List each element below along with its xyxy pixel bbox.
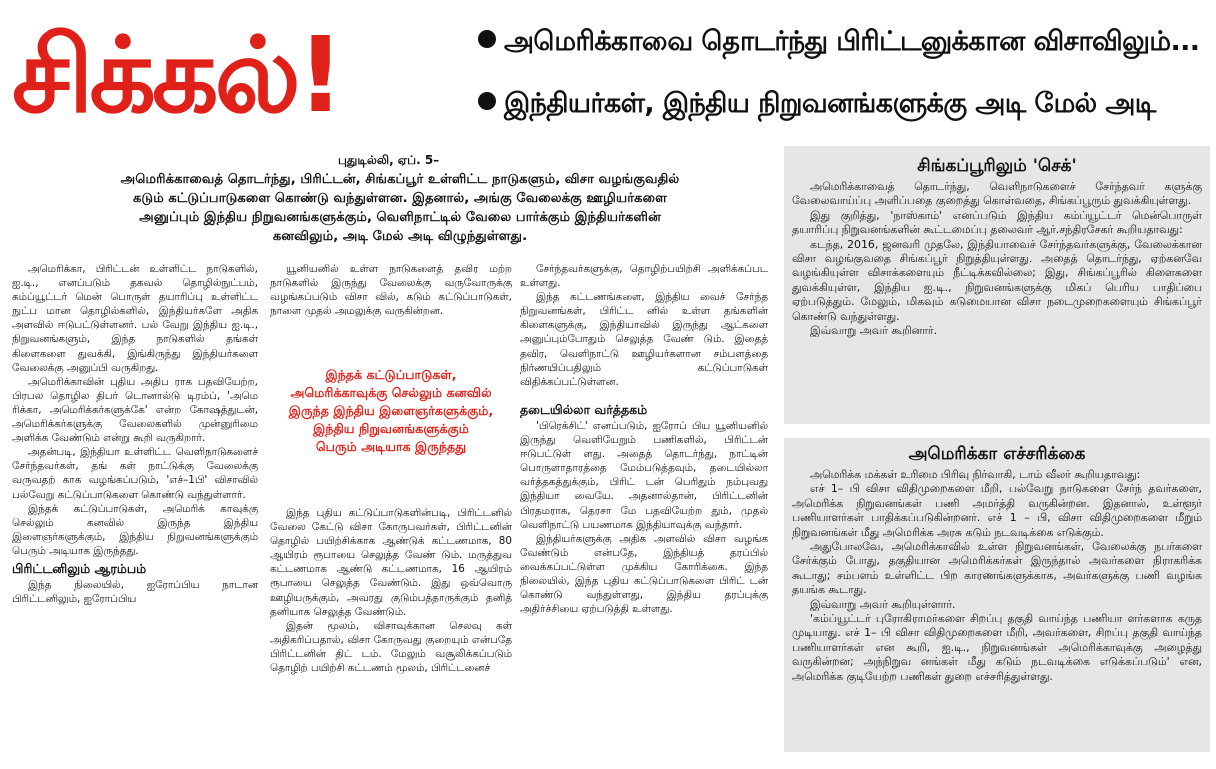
bullet-icon (478, 30, 496, 48)
intro-line: அனுப்பும் இந்திய நிறுவனங்களுக்கும், வெளிநாட்டில் வேலை பார்க்கும் இந்தியர்களின் (139, 210, 661, 225)
sidebar-title: சிங்கப்பூரிலும் 'செக்' (917, 156, 1077, 176)
article-paragraph: இந்த நிலையில், ஐரோப்பிய நாடான பிரிட்டனிலும், ஐரோப்பிய (12, 579, 258, 606)
sidebar-paragraph: அதுபோலவே, அமெரிக்காவில் உள்ள நிறுவனங்கள், வேலைக்கு நபர்களை சேர்க்கும் போது, தகுதியான அமெரிக்கர்கள் இருந்தால் அவர்களை நிராகரிக்க கூடாது; சம்பளம் உள்ளிட்ட பிற காரணங்களுக்காக, அவர்களுக்கு பணி வழங்க தயங்க கூடாது. (792, 540, 1202, 597)
sidebar-paragraph: கடந்த, 2016, ஜனவரி முதலே, இந்தியாவைச் சேர்ந்தவர்களுக்கு, வேலைக்கான விசா வழங்குவதை சிங்கப்பூர் நிறுத்தியுள்ளது. அதைத் தொடர்ந்து, ஏற்கனவே வழங்கியுள்ள விசாக்களையும் நீட்டிக்கவில்லை; இது, சிங்கப்பூரில் கிளைகளை துவக்கியுள்ள, இந்திய ஐ.டி., நிறுவனங்களுக்கு மிகப் பெரிய பாதிப்பை ஏற்படுத்தும். மேலும், மிகவும் கடுமையான விசா நடைமுறைகளையும் சிங்கப்பூர் கொண்டு வந்துள்ளது. (792, 237, 1202, 323)
sidebar-paragraph: 'கம்ப்யூட்டர் புரோகிராமர்களை சிறப்பு தகுதி வாய்ந்த பணியா ளர்களாக கருத முடியாது. எச் 1– பி விசா விதிமுறைகளை மீறி, அவர்களை, சிறப்பு தகுதி வாய்ந்த பணியாளர்கள் என கூறி, ஐ.டி., நிறுவனங்கள் அமெரிக்காவுக்கு அழைத்து வருகின்றன; அந்நிறுவ னங்கள் மீது கடும் நடவடிக்கை எடுக்கப்படும்' என, அமெரிக்க குடியேற்ற பணிகள் துறை எச்சரித்துள்ளது. (792, 612, 1202, 683)
sidebar-box-singapore (784, 146, 1210, 424)
sidebar-text (784, 468, 1210, 684)
intro-line: கடும் கட்டுப்பாடுகளை கொண்டு வந்துள்ளன. இதனால், அங்கு வேலைக்கு ஊழியர்களை (133, 191, 667, 206)
pull-quote (272, 366, 510, 456)
sidebar-title: அமெரிக்கா எச்சரிக்கை (908, 444, 1086, 464)
sidebar-divider (784, 424, 1210, 438)
article-paragraph: இந்தியர்களுக்கு அதிக அளவில் விசா வழங்க வேண்டும் என்பதே, இந்தியத் தரப்பில் வைக்கப்பட்டுள்ள முக்கிய கோரிக்கை. இந்த நிலையில், இந்த புதிய கட்டுப்பாடுகளை பிரிட் டன் கொண்டு வந்துள்ளது, இந்திய தரப்புக்கு அதிர்ச்சியை ஏற்படுத்தி உள்ளது. (520, 532, 768, 616)
pull-quote-line: அமெரிக்காவுக்கு செல்லும் கனவில் (290, 385, 492, 400)
sub-headlines (478, 22, 1208, 146)
pull-quote-line: இருந்த இந்திய இளைஞர்களுக்கும், (288, 403, 494, 418)
pull-quote-line: இந்திய நிறுவனங்களுக்கும் (313, 421, 469, 436)
pull-quote-line: இந்தக் கட்டுப்பாடுகள், (325, 367, 457, 382)
article-paragraph: இந்தக் கட்டுப்பாடுகள், அமெரிக் காவுக்கு செல்லும் கனவில் இருந்த இந்திய இளைஞர்களுக்கும், இந்திய நிறுவனங்களுக்கும் பெரும் அடியாக இருந்தது. (12, 502, 258, 557)
section-heading: தடையில்லா வர்த்தகம் (520, 401, 648, 417)
article-column-3 (520, 262, 768, 616)
sidebar-text (784, 180, 1210, 338)
article-paragraph: இந்த கட்டணங்களை, இந்திய வைச் சேர்ந்த நிறுவனங்கள், பிரிட்ட னில் உள்ள தங்களின் கிளைகளுக்கு, இந்தியாவில் இருந்து ஆட்களை அனுப்பும்போதும் செலுத்த வேண் டும். இதைத் தவிர, வெளிநாட்டு ஊழியர்களான சம்பளத்தை நிர்ணயிப்பதிலும் கட்டுப்பாடுகள் விதிக்கப்பட்டுள்ளன. (520, 291, 768, 388)
sidebar-paragraph: அமெரிக்க மக்கள் உரிமை பிரிவு நிர்வாகி, டாம் வீலர் கூறியதாவது: (810, 468, 1141, 481)
article-paragraph: சேர்ந்தவர்களுக்கு, தொழிற்பயிற்சி அளிக்கப்பட உள்ளது. (520, 263, 768, 290)
article-column-2 (270, 506, 512, 675)
sidebar-paragraph: இவ்வாறு அவர் கூறினார். (810, 324, 938, 338)
article-paragraph: 'பிரெக்சிட்' எனப்படும், ஐரோப் பிய யூனியனில் இருந்து வெளியேறும் பணிகளில், பிரிட்டன் ஈடுபட்டுள் ளது. அதைத் தொடர்ந்து, நாட்டின் பொருளாதாரத்தை மேம்படுத்தவும், தடையில்லா வர்த்தகத்துக்கும், பிரிட் டன் பெரிதும் நம்புவது இந்தியா வையே. அதனால்தான், பிரிட்டனின் பிரதமராக, தெரசா மே பதவியேற்ற தும், முதல் வெளிநாட்டு பயணமாக இந்தியாவுக்கு வந்தார். (520, 419, 768, 531)
sidebar-box-america (784, 438, 1210, 752)
article-paragraph: அமெரிக்காவின் புதிய அதிப ராக பதவியேற்ற, பிரபல தொழில திபர் டொனால்டு டிரம்ப், 'அமெ ரிக்கா, அமெரிக்கர்களுக்கே' என்ற கோஷத்துடன், அமெரிக்கர்களுக்கு வேலைகளில் முன்னுரிமை அளிக்க வேண்டும் என்று கூறி வருகிறார். (12, 375, 258, 445)
sidebar-paragraph: எச் 1– பி விசா விதிமுறைகளை மீறி, பல்வேறு நாடுகளை சேர்ந் தவர்களை, அமெரிக்க நிறுவனங்கள் பணி அமர்த்தி வருகின்றன. இதனால், உள்ளூர் பணியாளர்கள் பாதிக்கப்படுகின்றனர். எச் 1 – பி, விசா விதிமுறைகளை மீறும் நிறுவனங்கள் மீது அமெரிக்க அரசு கடும் நடவடிக்கை எடுக்கும். (792, 482, 1202, 539)
intro-line: அமெரிக்காவைத் தொடர்ந்து, பிரிட்டன், சிங்கப்பூர் உள்ளிட்ட நாடுகளும், விசா வழங்குவதில் (120, 172, 680, 187)
headline-main: சிக்கல்! (12, 14, 341, 136)
article-paragraph: இந்த புதிய கட்டுப்பாடுகளின்படி, பிரிட்டனில் வேலை கேட்டு விசா கோருபவர்கள், பிரிட்டனின் தொழில் பயிற்சிக்காக ஆண்டுக் கட்டணமாக, 80 ஆயிரம் ரூபாயை செலுத்த வேண் டும். மருத்துவ கட்டணமாக ஆண்டு கட்டணமாக, 16 ஆயிரம் ரூபாயை செலுத்த வேண்டும். இது ஒவ்வொரு ஊழியருக்கும், அவரது குடும்பத்தாருக்கும் தனித் தனியாக செலுத்த வேண்டும். (270, 507, 512, 618)
article-paragraph: இதன் மூலம், விசாவுக்கான செலவு கள் அதிகரிப்பதால், விசா கோருவது குறையும் என்பதே பிரிட்டனின் திட் டம். மேலும் வசூலிக்கப்படும் தொழிற் பயிற்சி கட்டணம் மூலம், பிரிட்டனைச் (270, 619, 512, 675)
article-paragraph: யூனியனில் உள்ள நாடுகளைத் தவிர மற்ற நாடுகளில் இருந்து வேலைக்கு வருவோருக்கு வழங்கப்படும் விசா வில், கடும் கட்டுப்பாடுகள், நாளை முதல் அமலுக்கு வருகின்றன. (270, 263, 512, 318)
section-heading: பிரிட்டனிலும் ஆரம்பம் (12, 560, 147, 576)
intro-paragraph (40, 170, 760, 246)
sub-headline-2-text: இந்தியர்கள், இந்திய நிறுவனங்களுக்கு அடி மேல் அடி (504, 88, 1156, 119)
intro-line: கனவிலும், அடி மேல் அடி விழுந்துள்ளது. (272, 229, 528, 244)
sub-headline-1-text: அமெரிக்காவை தொடர்ந்து பிரிட்டனுக்கான விசாவிலும்... (504, 26, 1200, 57)
article-column-2-top (270, 262, 512, 318)
article-paragraph: அமெரிக்கா, பிரிட்டன் உள்ளிட்ட நாடுகளில், ஐ.டி., எனப்படும் தகவல் தொழில்நுட்பம், கம்ப்யூட்டர் மென் பொருள் தயாரிப்பு உள்ளிட்ட நுட்ப மான தொழில்களில், இந்தியர்களே அதிக அளவில் ஈடுபட்டுள்ளனர். பல் வேறு இந்திய ஐ.டி., நிறுவனங்களும், இந்த நாடுகளில் தங்கள் கிளைகளை துவக்கி, இங்கிருந்து இந்தியர்களை வேலைக்கு அனுப்பி வருகிறது. (12, 263, 258, 374)
sub-headline-1 (478, 22, 1208, 62)
sidebar-paragraph: அமெரிக்காவைத் தொடர்ந்து, வெளிநாடுகளைச் சேர்ந்தவர் களுக்கு வேலைவாய்ப்பு அளிப்பதை குறைத்து கொள்வதை, சிங்கப்பூரும் துவக்கியுள்ளது. (792, 180, 1202, 208)
article-column-1 (12, 262, 258, 606)
dateline: புதுடில்லி, ஏப். 5– (338, 153, 440, 167)
sidebar-paragraph: இவ்வாறு அவர் கூறியுள்ளார். (810, 597, 956, 611)
pull-quote-line: பெரும் அடியாக இருந்தது (315, 439, 467, 454)
sidebar-paragraph: இது குறித்து, 'நாஸ்காம்' எனப்படும் இந்திய கம்ப்யூட்டர் மென்பொருள் தயாரிப்பு நிறுவனங்களின் கூட்டமைப்பு தலைவர் ஆர்.சந்திரசேகர் கூறியதாவது: (792, 208, 1202, 237)
article-paragraph: அதன்படி, இந்தியா உள்ளிட்ட வெளிநாடுகளைச் சேர்ந்தவர்கள், தங் கள் நாட்டுக்கு வேலைக்கு வருவதற் காக வழங்கப்படும், 'எச்–1பி' விசாவில் பல்வேறு கட்டுப்பாடுகளை கொண்டு வந்துள்ளார். (12, 446, 258, 501)
sub-headline-2 (478, 84, 1208, 124)
bullet-icon (478, 92, 496, 110)
